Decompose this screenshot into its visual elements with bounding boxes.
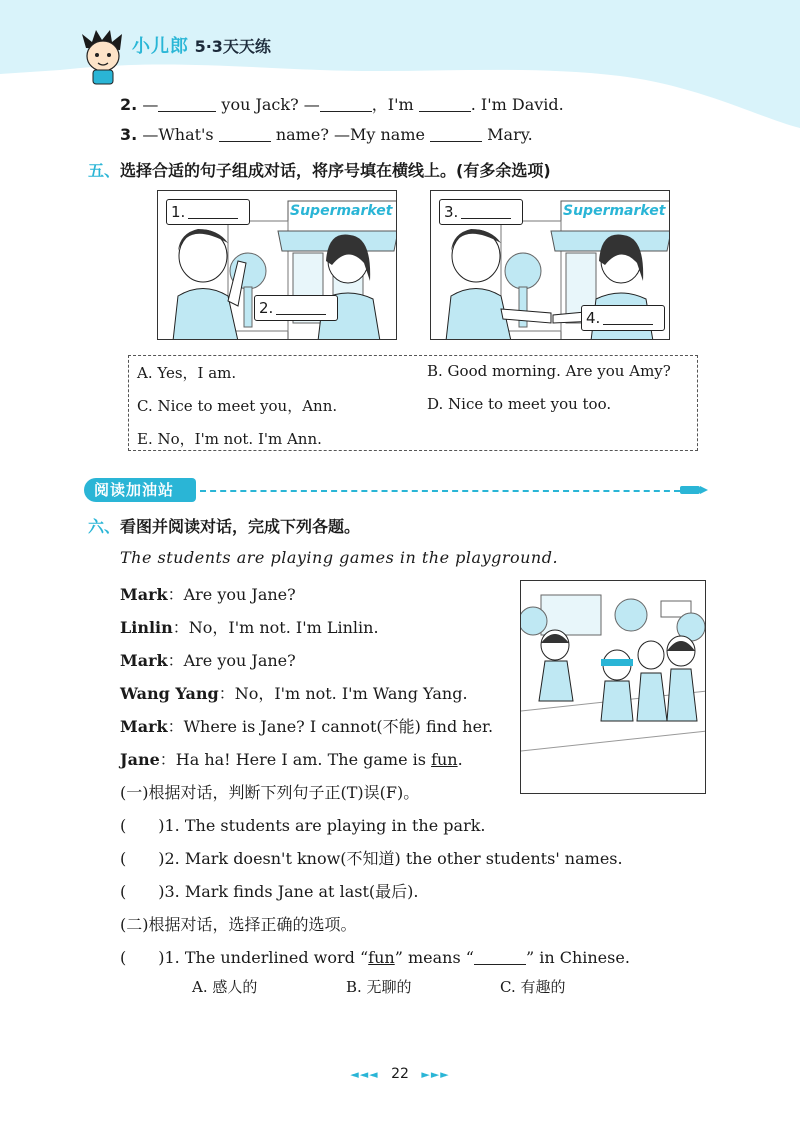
page-footer <box>0 1066 800 1082</box>
section-6-title: 六、看图并阅读对话，完成下列各题。 <box>88 517 361 536</box>
part2-title: (二)根据对话，选择正确的选项。 <box>120 915 357 934</box>
choice-a[interactable]: A. 感人的 <box>192 978 258 996</box>
answer-box-3[interactable]: 3. <box>439 199 523 225</box>
dialogue-line: Mark：Are you Jane? <box>120 585 296 604</box>
option-d: D. Nice to meet you too. <box>427 395 612 413</box>
choice-question-1[interactable]: ( )1. The underlined word “fun” means “ ” in Chinese. <box>120 948 630 967</box>
left-arrows-icon: ◄◄◄ <box>350 1068 379 1081</box>
section-5-title: 五、选择合适的句子组成对话，将序号填在横线上。(有多余选项) <box>88 161 551 180</box>
pencil-icon <box>680 484 708 496</box>
answer-blank[interactable] <box>320 96 372 112</box>
dialogue-line: Wang Yang：No，I'm not. I'm Wang Yang. <box>120 684 468 703</box>
judge-question-2[interactable]: ( )2. Mark doesn't know(不知道) the other students' names. <box>120 849 623 868</box>
choice-c[interactable]: C. 有趣的 <box>500 978 566 996</box>
choice-b[interactable]: B. 无聊的 <box>346 978 412 996</box>
dialogue-line: Mark：Are you Jane? <box>120 651 296 670</box>
item-number: 2. <box>120 95 138 114</box>
banner-divider <box>200 490 680 492</box>
playground-illustration <box>521 581 706 794</box>
supermarket-sign: Supermarket <box>290 203 393 219</box>
dialogue-line: Linlin：No，I'm not. I'm Linlin. <box>120 618 379 637</box>
brand-title <box>132 32 271 58</box>
part1-title: (一)根据对话，判断下列句子正(T)误(F)。 <box>120 783 420 802</box>
answer-box-4[interactable]: 4. <box>581 305 665 331</box>
option-b: B. Good morning. Are you Amy? <box>427 362 671 380</box>
answer-box-2[interactable]: 2. <box>254 295 338 321</box>
mascot-boy-icon <box>78 28 128 86</box>
story-intro: The students are playing games in the playground. <box>120 548 559 567</box>
answer-blank[interactable] <box>474 949 526 965</box>
dialogue-line: Jane：Ha ha! Here I am. The game is fun. <box>120 750 463 769</box>
brand-logo: 小儿郎 <box>132 36 189 57</box>
options-box <box>128 355 698 451</box>
dialogue-line: Mark：Where is Jane? I cannot(不能) find her. <box>120 717 494 736</box>
reading-banner: 阅读加油站 <box>84 478 196 502</box>
judge-question-3[interactable]: ( )3. Mark finds Jane at last(最后). <box>120 882 419 901</box>
page-number: 22 <box>391 1066 409 1082</box>
item-number: 3. <box>120 125 138 144</box>
option-c: C. Nice to meet you，Ann. <box>137 397 338 415</box>
answer-blank[interactable] <box>158 96 216 112</box>
judge-question-1[interactable]: ( )1. The students are playing in the park. <box>120 816 486 835</box>
playground-picture <box>520 580 706 794</box>
answer-blank[interactable] <box>419 96 471 112</box>
dialogue-picture-2 <box>430 190 670 340</box>
answer-blank[interactable] <box>430 126 482 142</box>
exercise-line-3: 3. —What's name? —My name Mary. <box>120 125 533 144</box>
option-a: A. Yes，I am. <box>137 364 237 382</box>
exercise-line-2: 2. — you Jack? — ，I'm . I'm David. <box>120 95 564 114</box>
answer-box-1[interactable]: 1. <box>166 199 250 225</box>
supermarket-sign: Supermarket <box>563 203 666 219</box>
answer-blank[interactable] <box>219 126 271 142</box>
brand-series: 5·3天天练 <box>194 37 271 56</box>
right-arrows-icon: ►►► <box>421 1068 450 1081</box>
dialogue-picture-1 <box>157 190 397 340</box>
option-e: E. No，I'm not. I'm Ann. <box>137 430 322 448</box>
